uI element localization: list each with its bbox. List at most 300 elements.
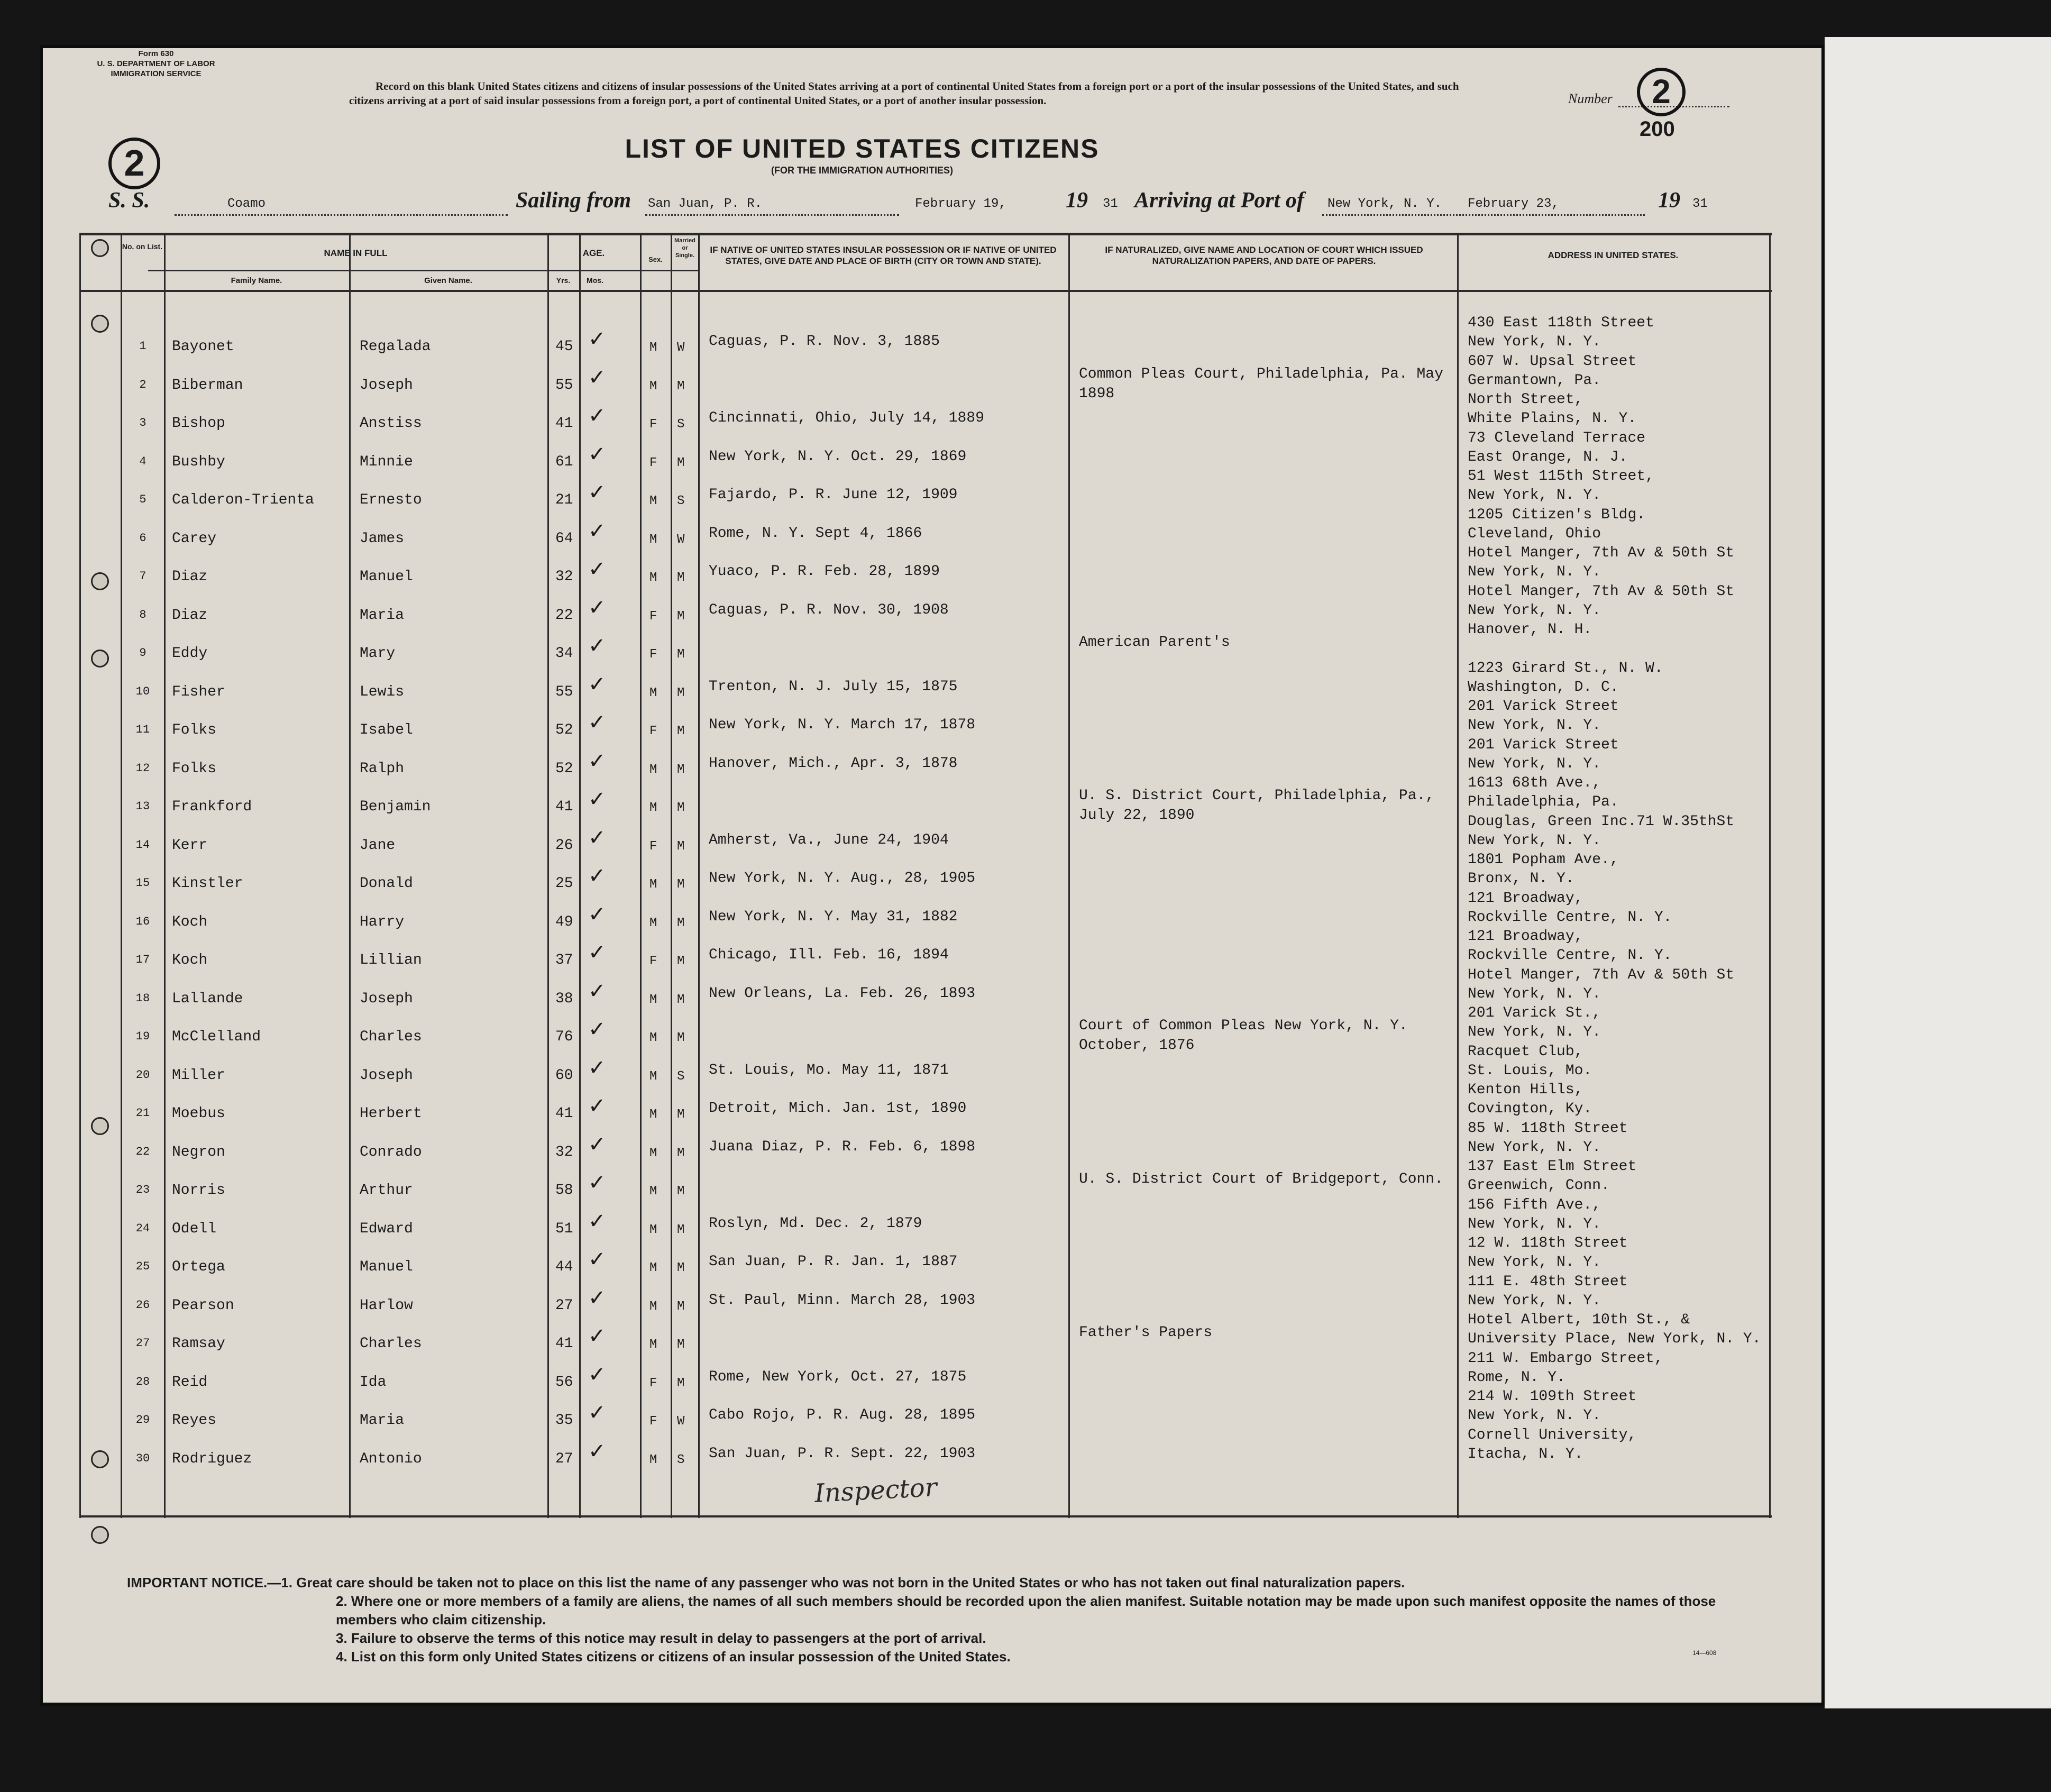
header-bottom-rule (79, 290, 1772, 292)
age-years: 51 (555, 1220, 573, 1237)
check-mark-icon: ✓ (588, 1439, 606, 1464)
row-number: 8 (139, 608, 146, 621)
check-mark-icon: ✓ (588, 902, 606, 927)
sailing-dotted-line (645, 214, 899, 216)
address-line-1: 137 East Elm Street (1468, 1158, 1637, 1175)
page-subtitle: (FOR THE IMMIGRATION AUTHORITIES) (771, 165, 953, 176)
birth-place-date: Trenton, N. J. July 15, 1875 (709, 678, 958, 695)
address-line-1: 211 W. Embargo Street, (1468, 1350, 1663, 1367)
given-name: Isabel (360, 722, 413, 738)
marital-status: M (677, 1031, 685, 1045)
family-name: Folks (172, 722, 217, 738)
family-name: Diaz (172, 607, 208, 624)
given-name: Arthur (360, 1182, 413, 1199)
birth-place-date: Rome, New York, Oct. 27, 1875 (709, 1368, 967, 1385)
row-number: 16 (135, 915, 150, 928)
birth-place-date: Detroit, Mich. Jan. 1st, 1890 (709, 1100, 967, 1117)
row-number: 18 (135, 991, 150, 1005)
sex: F (649, 1376, 657, 1391)
given-name: Manuel (360, 569, 413, 585)
address-line-1: Racquet Club, (1468, 1043, 1583, 1060)
age-years: 60 (555, 1067, 573, 1084)
row-number: 12 (135, 761, 150, 775)
col-rule-yrs (547, 233, 549, 1518)
marital-status: M (677, 1338, 685, 1352)
col-rule-married (671, 233, 672, 1518)
given-name: Regalada (360, 339, 431, 355)
punch-hole (91, 1450, 109, 1468)
sex: M (649, 494, 657, 508)
given-name: Lewis (360, 683, 405, 700)
sailing-date: February 19, (915, 197, 1006, 211)
check-mark-icon: ✓ (588, 634, 606, 658)
naturalization-info: U. S. District Court of Bridgeport, Conn. (1079, 1171, 1443, 1187)
address-line-2: Germantown, Pa. (1468, 372, 1601, 389)
family-name: Odell (172, 1220, 217, 1237)
age-years: 22 (555, 607, 573, 624)
sex: M (649, 341, 657, 355)
sex: M (649, 1108, 657, 1122)
check-mark-icon: ✓ (588, 442, 606, 467)
birth-place-date: Caguas, P. R. Nov. 3, 1885 (709, 333, 940, 350)
row-number: 20 (135, 1068, 150, 1082)
row-number: 13 (135, 800, 150, 813)
row-number: 23 (135, 1183, 150, 1196)
given-name: Edward (360, 1220, 413, 1237)
address-line-2: New York, N. Y. (1468, 1254, 1601, 1270)
sex: M (649, 1338, 657, 1352)
check-mark-icon: ✓ (588, 1247, 606, 1272)
row-number: 5 (139, 493, 146, 506)
sex: M (649, 571, 657, 585)
row-number: 17 (135, 953, 150, 966)
age-years: 45 (555, 339, 573, 355)
notice-label: IMPORTANT NOTICE. (127, 1575, 268, 1590)
family-name: Rodriguez (172, 1450, 252, 1467)
sex: M (649, 1299, 657, 1314)
age-years: 35 (555, 1412, 573, 1429)
check-mark-icon: ✓ (588, 1285, 606, 1310)
address-line-1: Hotel Manger, 7th Av & 50th St (1468, 966, 1735, 983)
col-rule-sex (640, 233, 642, 1518)
birth-place-date: Cincinnati, Ohio, July 14, 1889 (709, 410, 984, 426)
age-years: 44 (555, 1259, 573, 1275)
birth-place-date: New York, N. Y. Aug., 28, 1905 (709, 870, 976, 886)
check-mark-icon: ✓ (588, 1324, 606, 1348)
naturalization-info: U. S. District Court, Philadelphia, Pa., July 22, 1890 (1079, 788, 1435, 824)
check-mark-icon: ✓ (588, 940, 606, 965)
row-number: 21 (135, 1107, 150, 1120)
sex: M (649, 379, 657, 394)
given-name: Minnie (360, 453, 413, 470)
sex: M (649, 916, 657, 930)
address-line-1: North Street, (1468, 391, 1583, 408)
given-name: Ralph (360, 760, 405, 777)
age-years: 76 (555, 1029, 573, 1045)
inspector-signature: Inspector (813, 1472, 938, 1509)
marital-status: M (677, 916, 685, 930)
department: U. S. DEPARTMENT OF LABOR (97, 59, 215, 68)
marital-status: M (677, 647, 685, 662)
marital-status: M (677, 1108, 685, 1122)
address-line-2: New York, N. Y. (1468, 602, 1601, 619)
sex: F (649, 455, 657, 470)
row-number: 10 (135, 684, 150, 698)
address-line-1: 111 E. 48th Street (1468, 1273, 1628, 1290)
given-name: Manuel (360, 1259, 413, 1275)
given-name: Herbert (360, 1105, 422, 1122)
col-rule-end (1769, 233, 1771, 1518)
arriving-dotted-line (1322, 214, 1645, 216)
number-circled: 2 (1637, 68, 1686, 116)
age-years: 41 (555, 1336, 573, 1352)
family-name: McClelland (172, 1029, 261, 1045)
sex: F (649, 647, 657, 662)
birth-place-date: Chicago, Ill. Feb. 16, 1894 (709, 947, 949, 963)
header-yrs: Yrs. (556, 276, 571, 285)
address-line-1: Douglas, Green Inc.71 W.35thSt (1468, 813, 1735, 830)
arriving-label: Arriving at Port of (1134, 188, 1304, 213)
sex: F (649, 954, 657, 968)
address-line-2: New York, N. Y. (1468, 717, 1601, 734)
marital-status: M (677, 609, 685, 624)
age-years: 41 (555, 415, 573, 432)
sex: M (649, 1261, 657, 1275)
sex: M (649, 1452, 657, 1467)
birth-place-date: New Orleans, La. Feb. 26, 1893 (709, 985, 976, 1002)
number-value: 200 (1640, 117, 1675, 141)
marital-status: W (677, 532, 685, 547)
check-mark-icon: ✓ (588, 1209, 606, 1233)
family-name: Frankford (172, 799, 252, 815)
address-line-2: New York, N. Y. (1468, 564, 1601, 580)
check-mark-icon: ✓ (588, 327, 606, 351)
family-name: Negron (172, 1144, 225, 1160)
address-line-2: Rockville Centre, N. Y. (1468, 909, 1672, 926)
address-line-2: White Plains, N. Y. (1468, 410, 1637, 427)
header-sex: Sex. (648, 255, 663, 263)
family-name: Reid (172, 1374, 208, 1391)
address-line-2: East Orange, N. J. (1468, 449, 1628, 465)
address-line-1: 1801 Popham Ave., (1468, 852, 1619, 868)
family-name: Folks (172, 760, 217, 777)
col-rule-nat (1068, 233, 1070, 1518)
ship-dotted-line (175, 214, 508, 216)
header-address: ADDRESS IN UNITED STATES. (1548, 250, 1679, 260)
address-line-1: Cornell University, (1468, 1427, 1637, 1443)
col-rule-family (164, 233, 166, 1518)
sex: F (649, 724, 657, 738)
address-line-1: 201 Varick St., (1468, 1005, 1601, 1021)
marital-status: S (677, 417, 685, 432)
address-line-1: 1205 Citizen's Bldg. (1468, 506, 1646, 523)
ledger-bottom-rule (79, 1515, 1772, 1517)
age-years: 52 (555, 722, 573, 738)
age-years: 27 (555, 1450, 573, 1467)
arriving-port: New York, N. Y. (1327, 197, 1442, 211)
given-name: Charles (360, 1029, 422, 1045)
page-title: LIST OF UNITED STATES CITIZENS (625, 134, 1100, 163)
address-line-2: Rome, N. Y. (1468, 1369, 1565, 1386)
birth-place-date: Juana Diaz, P. R. Feb. 6, 1898 (709, 1138, 976, 1155)
punch-hole (91, 239, 109, 257)
punch-hole (91, 572, 109, 590)
address-line-2: Greenwich, Conn. (1468, 1177, 1610, 1194)
given-name: Joseph (360, 990, 413, 1007)
family-name: Kerr (172, 837, 208, 854)
address-line-2: Bronx, N. Y. (1468, 871, 1574, 887)
marital-status: S (677, 1452, 685, 1467)
row-number: 7 (139, 570, 146, 583)
check-mark-icon: ✓ (588, 748, 606, 773)
check-mark-icon: ✓ (588, 979, 606, 1003)
row-number: 14 (135, 838, 150, 852)
address-line-1: 121 Broadway, (1468, 928, 1583, 945)
row-number: 25 (135, 1260, 150, 1273)
marital-status: M (677, 1222, 685, 1237)
address-line-1: 85 W. 118th Street (1468, 1120, 1628, 1137)
number-label: Number (1568, 91, 1613, 106)
address-line-1: 51 West 115th Street, (1468, 468, 1654, 484)
form-info (74, 49, 238, 79)
notice-item-2: 2. Where one or more members of a family are aliens, the names of all such members should be recorded upon the alien manifest. Suitable notation may be made upon such manifest opposite the names of those members who claim citizenship. (336, 1593, 1716, 1628)
header-birth: IF NATIVE OF UNITED STATES INSULAR POSSESSION OR IF NATIVE OF UNITED STATES, GIVE DATE AND PLACE OF BIRTH (CITY OR TOWN AND STATE). (710, 245, 1057, 266)
family-name: Pearson (172, 1297, 234, 1314)
given-name: Joseph (360, 377, 413, 394)
family-name: Koch (172, 952, 208, 968)
given-name: Charles (360, 1336, 422, 1352)
birth-place-date: Cabo Rojo, P. R. Aug. 28, 1895 (709, 1407, 976, 1423)
address-line-1: 607 W. Upsal Street (1468, 353, 1637, 370)
form-number: Form 630 (138, 49, 174, 58)
family-name: Ortega (172, 1259, 225, 1275)
birth-place-date: Fajardo, P. R. June 12, 1909 (709, 487, 958, 503)
punch-hole (91, 315, 109, 333)
check-mark-icon: ✓ (588, 518, 606, 543)
check-mark-icon: ✓ (588, 1362, 606, 1387)
marital-status: M (677, 1184, 685, 1199)
given-name: Maria (360, 607, 405, 624)
family-name: Carey (172, 530, 217, 547)
address-line-2: New York, N. Y. (1468, 755, 1601, 772)
naturalization-info: American Parent's (1079, 634, 1230, 651)
check-mark-icon: ✓ (588, 710, 606, 735)
given-name: Anstiss (360, 415, 422, 432)
naturalization-info: Common Pleas Court, Philadelphia, Pa. May 1898 (1079, 365, 1443, 402)
ledger-top-rule (79, 233, 1772, 235)
birth-place-date: New York, N. Y. May 31, 1882 (709, 908, 958, 925)
row-number: 27 (135, 1337, 150, 1350)
family-name: Miller (172, 1067, 225, 1084)
given-name: Ida (360, 1374, 387, 1391)
address-line-1: 201 Varick Street (1468, 698, 1619, 715)
arriving-year-prefix: 19 (1658, 188, 1680, 213)
row-number: 1 (139, 340, 146, 353)
sex: M (649, 1184, 657, 1199)
family-name: Lallande (172, 990, 243, 1007)
marital-status: W (677, 341, 685, 355)
sex: M (649, 762, 657, 777)
age-years: 26 (555, 837, 573, 854)
notice-item-3: 3. Failure to observe the terms of this notice may result in delay to passengers at the port of arrival. (336, 1630, 986, 1646)
row-number: 11 (135, 723, 150, 736)
header-age: AGE. (582, 248, 605, 258)
age-years: 21 (555, 492, 573, 508)
col-rule-addr (1457, 233, 1459, 1518)
address-line-2: St. Louis, Mo. (1468, 1062, 1592, 1079)
check-mark-icon: ✓ (588, 672, 606, 697)
adjacent-page (1825, 37, 2051, 1708)
given-name: Donald (360, 875, 413, 892)
punch-hole (91, 1117, 109, 1135)
passenger-ledger (79, 233, 1772, 1534)
address-line-1: 156 Fifth Ave., (1468, 1196, 1601, 1213)
address-line-1: Hotel Albert, 10th St., & (1468, 1312, 1690, 1328)
marital-status: M (677, 762, 685, 777)
address-line-1: 201 Varick Street (1468, 736, 1619, 753)
important-notice (127, 1574, 1766, 1666)
address-line-2: New York, N. Y. (1468, 1139, 1601, 1156)
marital-status: S (677, 494, 685, 508)
row-number: 26 (135, 1298, 150, 1312)
address-line-2: New York, N. Y. (1468, 832, 1601, 849)
sailing-year-prefix: 19 (1066, 188, 1088, 213)
address-line-1: Hotel Manger, 7th Av & 50th St (1468, 545, 1735, 561)
address-line-2: New York, N. Y. (1468, 1024, 1601, 1040)
row-number: 4 (139, 454, 146, 468)
family-name: Eddy (172, 645, 208, 662)
sex: F (649, 417, 657, 432)
header-split-rule (148, 270, 698, 271)
address-line-1: Hanover, N. H. (1468, 621, 1592, 638)
age-years: 55 (555, 683, 573, 700)
family-name: Bishop (172, 415, 225, 432)
notice-item-1: IMPORTANT NOTICE.—1. Great care should be taken not to place on this list the name of any passenger who was not born in the United States or who has not taken out final naturalization papers. (127, 1575, 1405, 1590)
given-name: Ernesto (360, 492, 422, 508)
address-line-1: 214 W. 109th Street (1468, 1388, 1637, 1405)
arriving-year: 31 (1692, 197, 1708, 211)
address-line-2: New York, N. Y. (1468, 1292, 1601, 1309)
family-name: Fisher (172, 683, 225, 700)
birth-place-date: Rome, N. Y. Sept 4, 1866 (709, 525, 922, 542)
marital-status: M (677, 724, 685, 738)
check-mark-icon: ✓ (588, 1401, 606, 1425)
address-line-1: 12 W. 118th Street (1468, 1235, 1628, 1251)
birth-place-date: Hanover, Mich., Apr. 3, 1878 (709, 755, 958, 772)
col-rule-mos (579, 233, 581, 1518)
age-years: 56 (555, 1374, 573, 1391)
family-name: Koch (172, 913, 208, 930)
marital-status: M (677, 1261, 685, 1275)
header-naturalized: IF NATURALIZED, GIVE NAME AND LOCATION OF COURT WHICH ISSUED NATURALIZATION PAPERS, AND DATE OF PAPERS. (1105, 245, 1423, 266)
address-line-1: 73 Cleveland Terrace (1468, 429, 1646, 446)
family-name: Biberman (172, 377, 243, 394)
address-line-2: New York, N. Y. (1468, 487, 1601, 504)
sailing-year: 31 (1103, 197, 1118, 211)
check-mark-icon: ✓ (588, 825, 606, 850)
col-rule-0 (79, 233, 81, 1518)
check-mark-icon: ✓ (588, 864, 606, 888)
check-mark-icon: ✓ (588, 557, 606, 581)
check-mark-icon: ✓ (588, 787, 606, 811)
check-mark-icon: ✓ (588, 1094, 606, 1118)
address-line-2: Philadelphia, Pa. (1468, 794, 1619, 810)
check-mark-icon: ✓ (588, 595, 606, 620)
birth-place-date: New York, N. Y. March 17, 1878 (709, 717, 976, 733)
age-years: 41 (555, 1105, 573, 1122)
row-number: 2 (139, 378, 146, 391)
address-line-2: Covington, Ky. (1468, 1101, 1592, 1117)
age-years: 38 (555, 990, 573, 1007)
family-name: Norris (172, 1182, 225, 1199)
age-years: 27 (555, 1297, 573, 1314)
address-line-1: Hotel Manger, 7th Av & 50th St (1468, 583, 1735, 600)
check-mark-icon: ✓ (588, 1171, 606, 1195)
age-years: 52 (555, 760, 573, 777)
row-number: 22 (135, 1145, 150, 1158)
birth-place-date: Caguas, P. R. Nov. 30, 1908 (709, 601, 949, 618)
ship-name: Coamo (227, 197, 266, 211)
marital-status: M (677, 1299, 685, 1314)
address-line-1: 121 Broadway, (1468, 890, 1583, 907)
check-mark-icon: ✓ (588, 404, 606, 428)
marital-status: M (677, 954, 685, 968)
col-rule-no (121, 233, 122, 1518)
given-name: Harry (360, 913, 405, 930)
birth-place-date: Roslyn, Md. Dec. 2, 1879 (709, 1215, 922, 1232)
age-years: 25 (555, 875, 573, 892)
birth-place-date: St. Paul, Minn. March 28, 1903 (709, 1292, 976, 1309)
given-name: Joseph (360, 1067, 413, 1084)
birth-place-date: San Juan, P. R. Jan. 1, 1887 (709, 1254, 958, 1270)
row-number: 15 (135, 876, 150, 890)
address-line-2: New York, N. Y. (1468, 985, 1601, 1002)
check-mark-icon: ✓ (588, 1017, 606, 1041)
given-name: James (360, 530, 405, 547)
birth-place-date: New York, N. Y. Oct. 29, 1869 (709, 448, 967, 465)
given-name: Mary (360, 645, 396, 662)
ship-prefix: S. S. (108, 188, 150, 213)
sailing-label: Sailing from (516, 188, 631, 213)
marital-status: M (677, 992, 685, 1007)
address-line-2: Rockville Centre, N. Y. (1468, 947, 1672, 964)
marital-status: M (677, 839, 685, 854)
header-no: No. on List. (122, 242, 163, 251)
row-number: 3 (139, 416, 146, 429)
age-years: 32 (555, 569, 573, 585)
address-line-2: Cleveland, Ohio (1468, 525, 1601, 542)
header-married: Married or Single. (674, 237, 695, 259)
corner-circled-number: 2 (108, 138, 160, 189)
age-years: 41 (555, 799, 573, 815)
marital-status: M (677, 801, 685, 815)
row-number: 24 (135, 1221, 150, 1235)
age-years: 32 (555, 1144, 573, 1160)
family-name: Kinstler (172, 875, 243, 892)
family-name: Reyes (172, 1412, 217, 1429)
check-mark-icon: ✓ (588, 365, 606, 390)
sex: M (649, 877, 657, 892)
punch-hole (91, 1526, 109, 1544)
record-note: Record on this blank United States citizens and citizens of insular possessions of the United States arriving at a port of continental United States from a foreign port or a port of the insular possessions of the United States, and such citizens arriving at a port of said insular possessions from a foreign port, a port of continental United States, or a port of another insular possession. (349, 80, 1459, 107)
given-name: Maria (360, 1412, 405, 1429)
arriving-date: February 23, (1468, 197, 1559, 211)
col-rule-birth (698, 233, 700, 1518)
family-name: Moebus (172, 1105, 225, 1122)
birth-place-date: St. Louis, Mo. May 11, 1871 (709, 1062, 949, 1078)
sex: M (649, 532, 657, 547)
birth-place-date: San Juan, P. R. Sept. 22, 1903 (709, 1445, 976, 1462)
